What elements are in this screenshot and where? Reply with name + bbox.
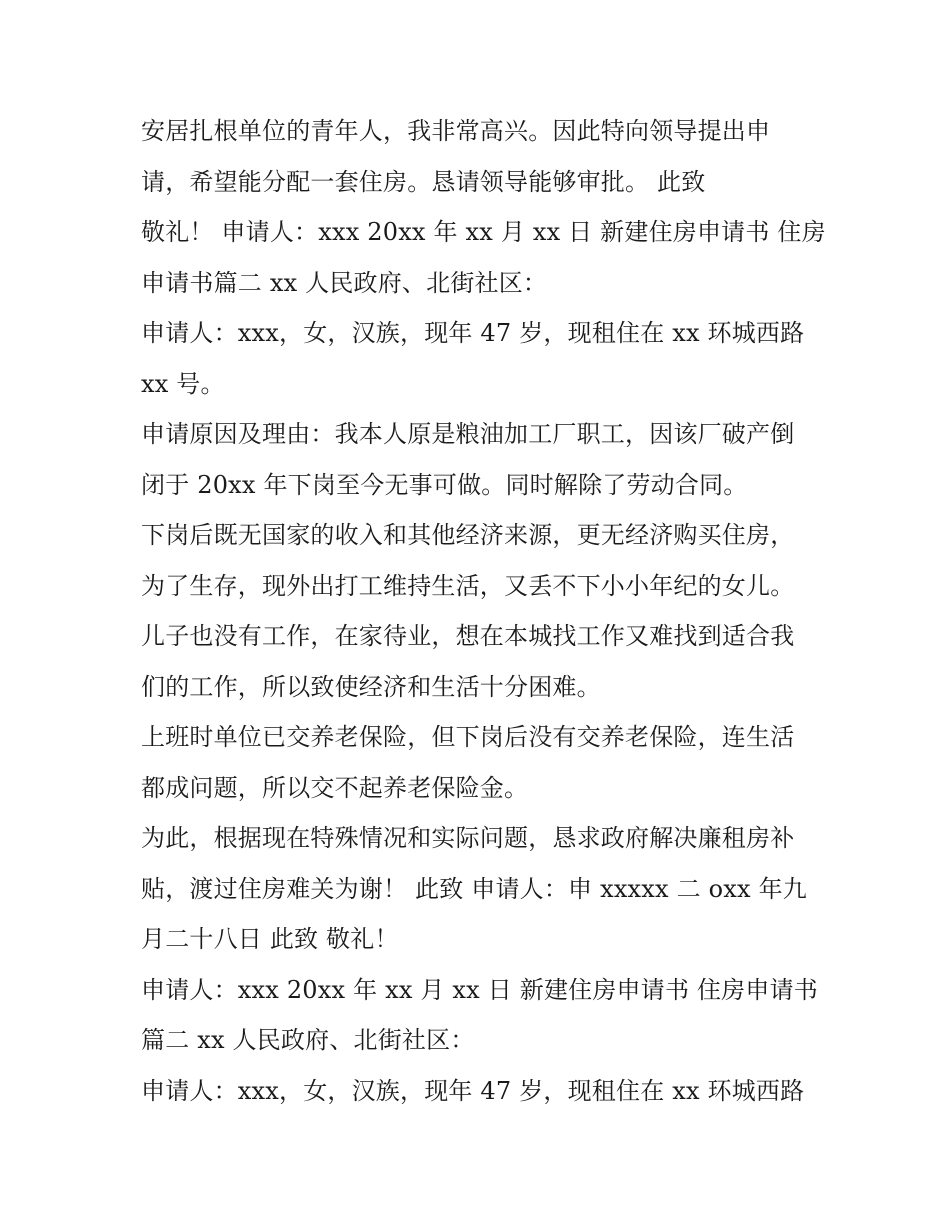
- text-line: 敬礼！ 申请人：xxx 20xx 年 xx 月 xx 日 新建住房申请书 住房: [141, 218, 826, 246]
- text-line: 月二十八日 此致 敬礼！: [141, 925, 399, 953]
- text-line: 安居扎根单位的青年人，我非常高兴。因此特向领导提出申: [141, 117, 771, 145]
- text-line: 请，希望能分配一套住房。恳请领导能够审批。 此致: [141, 167, 706, 196]
- text-line: 申请人：xxx，女，汉族，现年 47 岁，现租住在 xx 环城西路: [141, 319, 805, 347]
- text-line: 贴，渡过住房难关为谢！ 此致 申请人：申 xxxxx 二 oxx 年九: [141, 874, 807, 903]
- text-line: 们的工作，所以致使经济和生活十分困难。: [141, 672, 601, 701]
- text-line: 下岗后既无国家的收入和其他经济来源，更无经济购买住房，: [141, 521, 795, 549]
- text-line: 申请原因及理由：我本人原是粮油加工厂职工，因该厂破产倒: [141, 420, 795, 448]
- text-line: xx 号。: [141, 369, 225, 398]
- text-line: 儿子也没有工作，在家待业，想在本城找工作又难找到适合我: [141, 622, 795, 650]
- document-body: [141, 106, 831, 1116]
- text-line: 为了生存，现外出打工维持生活，又丢不下小小年纪的女儿。: [141, 571, 795, 600]
- text-line: 申请人：xxx 20xx 年 xx 月 xx 日 新建住房申请书 住房申请书: [141, 975, 818, 1004]
- text-line: 申请书篇二 xx 人民政府、北街社区：: [141, 268, 548, 297]
- text-line: 闭于 20xx 年下岗至今无事可做。同时解除了劳动合同。: [141, 470, 748, 499]
- text-line: 篇二 xx 人民政府、北街社区：: [141, 1026, 475, 1054]
- text-line: 为此，根据现在特殊情况和实际问题，恳求政府解决廉租房补: [141, 824, 795, 852]
- text-line: 上班时单位已交养老保险，但下岗后没有交养老保险，连生活: [141, 723, 795, 751]
- text-line: 申请人：xxx，女，汉族，现年 47 岁，现租住在 xx 环城西路: [141, 1076, 805, 1105]
- text-line: 都成问题，所以交不起养老保险金。: [141, 773, 529, 802]
